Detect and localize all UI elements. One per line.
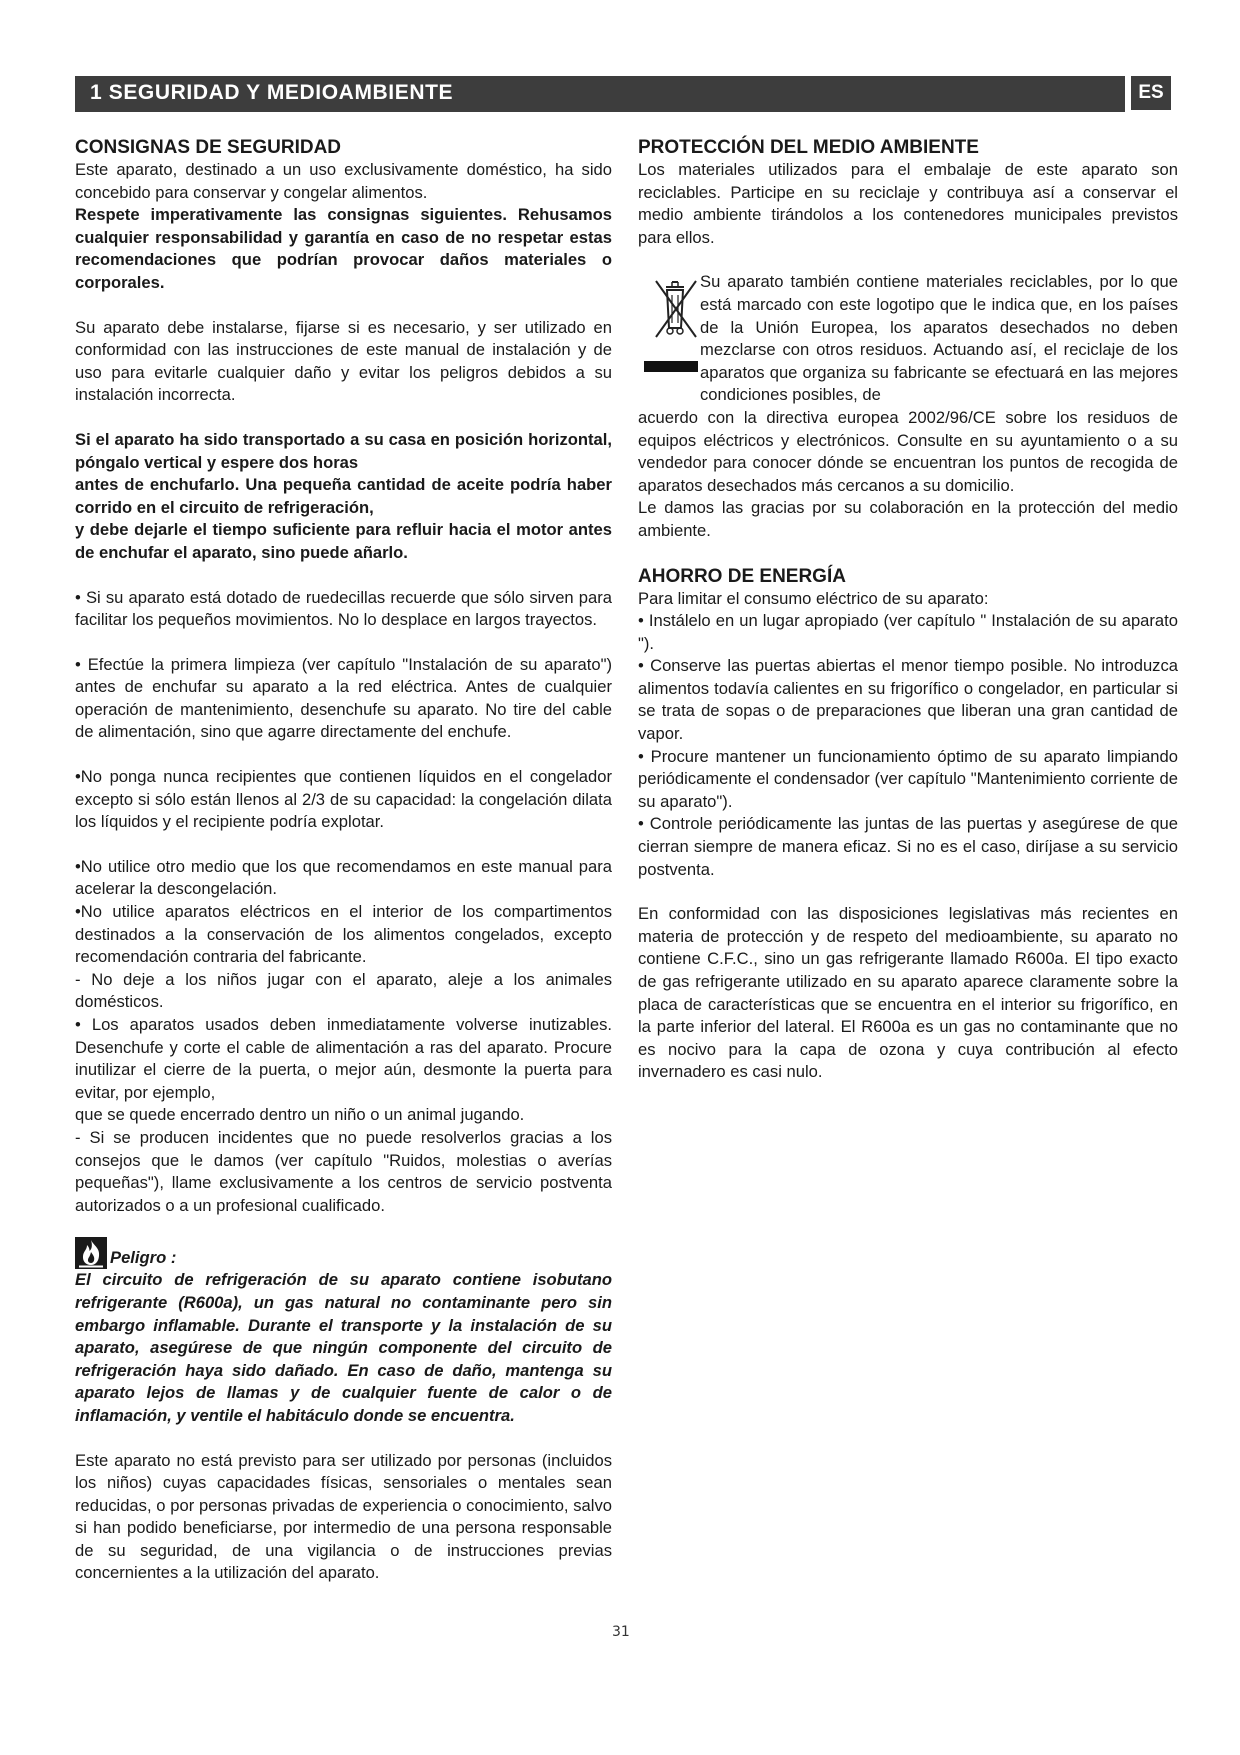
crossed-bin-icon <box>638 273 700 373</box>
environment-heading: PROTECCIÓN DEL MEDIO AMBIENTE <box>638 137 979 158</box>
wheels-paragraph: • Si su aparato está dotado de ruedecillas recuerde que sólo sirven para facilitar los pequeños movimientos. No lo desplace en largos trayectos. <box>75 587 612 630</box>
cleaning-paragraph: • Efectúe la primera limpieza (ver capítulo "Instalación de su aparato") antes de enchufar su aparato a la red eléctrica. Antes de cualquier operación de mantenimiento, desenchufe su aparato. No tire del cable de alimentación, sino que agarre directamente del enchufe. <box>75 654 612 742</box>
transport-line-1: Si el aparato ha sido transportado a su casa en posición horizontal, póngalo vertical y espere dos horas <box>75 429 612 472</box>
list-item: •No utilice aparatos eléctricos en el interior de los compartimentos destinados a la conservación de los alimentos congelados, excepto recomendación contraria del fabricante. <box>75 902 612 967</box>
energy-heading: AHORRO DE ENERGÍA <box>638 565 846 587</box>
list-item: • Controle periódicamente las juntas de las puertas y asegúrese de que cierran siempre de manera eficaz. Si no es el caso, diríjase a su servicio postventa. <box>638 814 1178 879</box>
page-number: 31 <box>612 1624 630 1640</box>
thanks-paragraph: Le damos las gracias por su colaboración en la protección del medio ambiente. <box>638 498 1178 540</box>
list-item: • Conserve las puertas abiertas el menor tiempo posible. No introduzca alimentos todavía calientes en su frigorífico o congelador, en particular si se trata de sopas o de preparaciones que liberan una gran cantidad de vapor. <box>638 656 1178 744</box>
transport-line-2: antes de enchufarlo. Una pequeña cantidad de aceite podría haber corrido en el circuito de refrigeración, <box>75 475 612 517</box>
safety-intro: Este aparato, destinado a un uso exclusivamente doméstico, ha sido concebido para conservar y congelar alimentos. <box>75 160 612 202</box>
transport-block <box>75 429 612 565</box>
list-item: •No utilice otro medio que los que recomendamos en este manual para acelerar la descongelación. <box>75 856 612 899</box>
section-title: 1 SEGURIDAD Y MEDIOAMBIENTE <box>90 81 454 104</box>
persons-paragraph: Este aparato no está previsto para ser utilizado por personas (incluidos los niños) cuyas capacidades físicas, sensoriales o mentales sean reducidas, o por personas privadas de experiencia o conocimiento, salvo si han podido beneficiarse, por intermedio de una persona responsable de su seguridad, de una vigilancia o de instrucciones previas concernientes a la utilización del aparato. <box>75 1450 612 1583</box>
weee-figure <box>638 271 700 407</box>
environment-paragraph: Los materiales utilizados para el embalaje de este aparato son reciclables. Participe en su reciclaje y contribuya así a conservar el medio ambiente tirándolos a los contenedores municipales previstos para ellos. <box>638 160 1178 247</box>
section-header <box>75 76 1125 112</box>
list-item: - Si se producen incidentes que no puede resolverlos gracias a los consejos que le damos (ver capítulo "Ruidos, molestias o averías pequeñas"), llame exclusivamente a los centros de servicio postventa autorizados o a un profesional cualificado. <box>75 1127 612 1215</box>
recycling-text-bottom: acuerdo con la directiva europea 2002/96/CE sobre los residuos de equipos eléctricos y electrónicos. Consulte en su ayuntamiento o a su vendedor para conocer dónde se encuentran los puntos de recogida de aparatos desechados más cercanos a su domicilio. <box>638 407 1178 495</box>
liquids-paragraph: •No ponga nunca recipientes que contienen líquidos en el congelador excepto si sólo están llenos al 2/3 de su capacidad: la congelación dilata los líquidos y el recipiente podría explotar. <box>75 767 612 832</box>
list-item: - No deje a los niños jugar con el aparato, aleje a los animales domésticos. <box>75 969 612 1012</box>
danger-title: Peligro : <box>110 1247 177 1267</box>
list-item: • Procure mantener un funcionamiento óptimo de su aparato limpiando periódicamente el condensador (ver capítulo "Mantenimiento corriente de su aparato"). <box>638 746 1178 811</box>
list-item: que se quede encerrado dentro un niño o un animal jugando. <box>75 1105 525 1125</box>
danger-header <box>75 1237 612 1269</box>
left-column <box>75 136 612 1585</box>
language-badge: ES <box>1131 76 1171 110</box>
transport-line-3: y debe dejarle el tiempo suficiente para refluir hacia el motor antes de enchufar el aparato, sino puede añarlo. <box>75 520 612 562</box>
danger-text: El circuito de refrigeración de su aparato contiene isobutano refrigerante (R600a), un gas natural no contaminante pero sin embargo inflamable. Durante el transporte y la instalación de su aparato, asegúrese de que ningún componente del circuito de refrigeración haya sido dañado. En caso de daño, mantenga su aparato lejos de llamas y de cualquier fuente de calor o de inflamación, y ventile el habitáculo donde se encuentra. <box>75 1270 612 1425</box>
recycling-text-top: Su aparato también contiene materiales reciclables, por lo que está marcado con este logotipo que le indica que, en los países de la Unión Europea, los aparatos desechados no deben mezclarse con otros residuos. Actuando así, el reciclaje de los aparatos que organiza su fabricante se efectuará en las mejores condiciones posibles, de <box>700 272 1178 405</box>
list-item: • Instálelo en un lugar apropiado (ver capítulo " Instalación de su aparato "). <box>638 611 1178 653</box>
recycling-block <box>638 271 1178 407</box>
install-paragraph: Su aparato debe instalarse, fijarse si es necesario, y ser utilizado en conformidad con las instrucciones de este manual de instalación y de uso para evitarle cualquier daño y evitar los peligros debidos a su instalación incorrecta. <box>75 317 612 405</box>
list-item: • Los aparatos usados deben inmediatamente volverse inutizables. Desenchufe y corte el cable de alimentación a ras del aparato. Procure inutilizar el cierre de la puerta, o mejor aún, desmonte la puerta para evitar, por ejemplo, <box>75 1015 612 1102</box>
safety-heading: CONSIGNAS DE SEGURIDAD <box>75 137 342 158</box>
energy-intro: Para limitar el consumo eléctrico de su aparato: <box>638 588 989 608</box>
gas-paragraph: En conformidad con las disposiciones legislativas más recientes en materia de protección y de respeto del medioambiente, su aparato no contiene C.F.C., sino un gas refrigerante llamado R600a. El tipo exacto de gas refrigerante utilizado en su aparato aparece claramente sobre la placa de características que se encuentra en el interior su frigorífico, en la parte inferior del lateral. El R600a es un gas no contaminante que no es nocivo para la capa de ozona y cuya contribución al efecto invernadero es casi nulo. <box>638 904 1178 1082</box>
safety-list <box>75 856 612 1218</box>
safety-intro-bold: Respete imperativamente las consignas siguientes. Rehusamos cualquier responsabilidad y garantía en caso de no respetar estas recomendaciones que podrían provocar daños materiales o corporales. <box>75 205 612 292</box>
flammable-icon <box>75 1237 107 1269</box>
right-column <box>638 136 1178 1084</box>
